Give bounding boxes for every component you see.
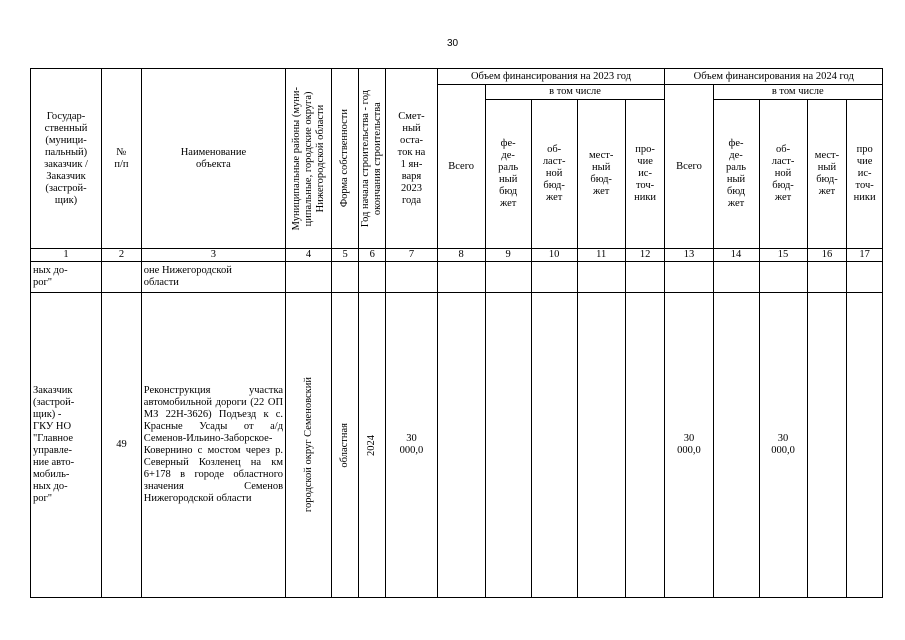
column-number: 15	[759, 249, 807, 262]
row-total-2024: 30 000,0	[665, 293, 713, 598]
header-districts-text: Муниципальные районы (муни- ципальные, городские округа) Нижегородской области	[290, 86, 326, 231]
row-local-2024	[807, 293, 847, 598]
header-num: № п/п	[102, 69, 142, 249]
column-number: 6	[359, 249, 386, 262]
continuation-row	[31, 262, 883, 293]
header-regional-2023: об- ласт- ной бюд- жет	[531, 100, 577, 249]
row-ownership-text: областная	[339, 422, 351, 468]
table-cell	[665, 262, 713, 293]
table-row	[31, 293, 883, 598]
table-cell	[847, 262, 883, 293]
row-local-2023	[577, 293, 625, 598]
column-number: 13	[665, 249, 713, 262]
continuation-object-name: оне Нижегородской области	[141, 262, 285, 293]
header-customer: Государ- ственный (муници- пальный) заказчик / Заказчик (застрой- щик)	[31, 69, 102, 249]
column-number: 11	[577, 249, 625, 262]
column-number: 12	[625, 249, 665, 262]
row-ownership	[332, 293, 359, 598]
table-cell	[102, 262, 142, 293]
financing-table	[30, 68, 883, 598]
column-number: 5	[332, 249, 359, 262]
column-number: 7	[386, 249, 437, 262]
column-number: 10	[531, 249, 577, 262]
header-years	[359, 69, 386, 249]
header-remaining: Смет- ный оста- ток на 1 ян- варя 2023 года	[386, 69, 437, 249]
row-federal-2023	[485, 293, 531, 598]
table-cell	[713, 262, 759, 293]
continuation-customer: ных до- рог"	[31, 262, 102, 293]
table-cell	[437, 262, 485, 293]
row-remaining: 30 000,0	[386, 293, 437, 598]
header-districts	[286, 69, 332, 249]
header-federal-2024: фе- де- раль ный бюд жет	[713, 100, 759, 249]
table-cell	[359, 262, 386, 293]
row-customer: Заказчик (застрой- щик) - ГКУ НО "Главное управле- ние авто- мобиль- ных до- рог"	[31, 293, 102, 598]
column-number: 14	[713, 249, 759, 262]
column-number: 1	[31, 249, 102, 262]
page-number: 30	[446, 38, 459, 49]
header-fin-2024: Объем финансирования на 2024 год	[665, 69, 883, 85]
header-federal-2023: фе- де- раль ный бюд жет	[485, 100, 531, 249]
header-regional-2024: об- ласт- ной бюд- жет	[759, 100, 807, 249]
column-number: 9	[485, 249, 531, 262]
column-number: 3	[141, 249, 285, 262]
header-ownership-text: Форма собственности	[339, 109, 351, 208]
column-number: 2	[102, 249, 142, 262]
header-object-name: Наименование объекта	[141, 69, 285, 249]
header-fin-2023: Объем финансирования на 2023 год	[437, 69, 665, 85]
row-num: 49	[102, 293, 142, 598]
row-district-text: городской округ Семеновский	[302, 377, 314, 513]
header-other-2024: про чие ис- точ- ники	[847, 100, 883, 249]
table-cell	[625, 262, 665, 293]
column-number-row	[31, 249, 883, 262]
table-cell	[386, 262, 437, 293]
column-number: 16	[807, 249, 847, 262]
header-years-text: Год начала строительства - год окончания строительства	[360, 89, 384, 228]
row-total-2023	[437, 293, 485, 598]
row-district	[286, 293, 332, 598]
column-number: 4	[286, 249, 332, 262]
table-cell	[286, 262, 332, 293]
table-cell	[807, 262, 847, 293]
row-other-2024	[847, 293, 883, 598]
table-cell	[531, 262, 577, 293]
header-total-2024: Всего	[665, 85, 713, 249]
column-number: 17	[847, 249, 883, 262]
column-number: 8	[437, 249, 485, 262]
header-other-2023: про- чие ис- точ- ники	[625, 100, 665, 249]
row-regional-2024: 30 000,0	[759, 293, 807, 598]
row-years	[359, 293, 386, 598]
table-cell	[485, 262, 531, 293]
header-local-2023: мест- ный бюд- жет	[577, 100, 625, 249]
row-regional-2023	[531, 293, 577, 598]
header-ownership	[332, 69, 359, 249]
row-federal-2024	[713, 293, 759, 598]
table-cell	[577, 262, 625, 293]
header-local-2024: мест- ный бюд- жет	[807, 100, 847, 249]
row-object-name: Реконструкция участка автомобильной дороги (22 ОП МЗ 22Н-3626) Подъезд к с. Красные Усады от а/д Семенов-Ильино-Заборское-Ковернино с мостом через р. Северный Козленец на км 6+178 в городе областного значения Семенов Нижегородской области	[141, 293, 285, 598]
header-incl-2023: в том числе	[485, 85, 665, 100]
table-cell	[759, 262, 807, 293]
row-other-2023	[625, 293, 665, 598]
table-cell	[332, 262, 359, 293]
header-incl-2024: в том числе	[713, 85, 882, 100]
header-total-2023: Всего	[437, 85, 485, 249]
row-years-text: 2024	[366, 434, 378, 456]
